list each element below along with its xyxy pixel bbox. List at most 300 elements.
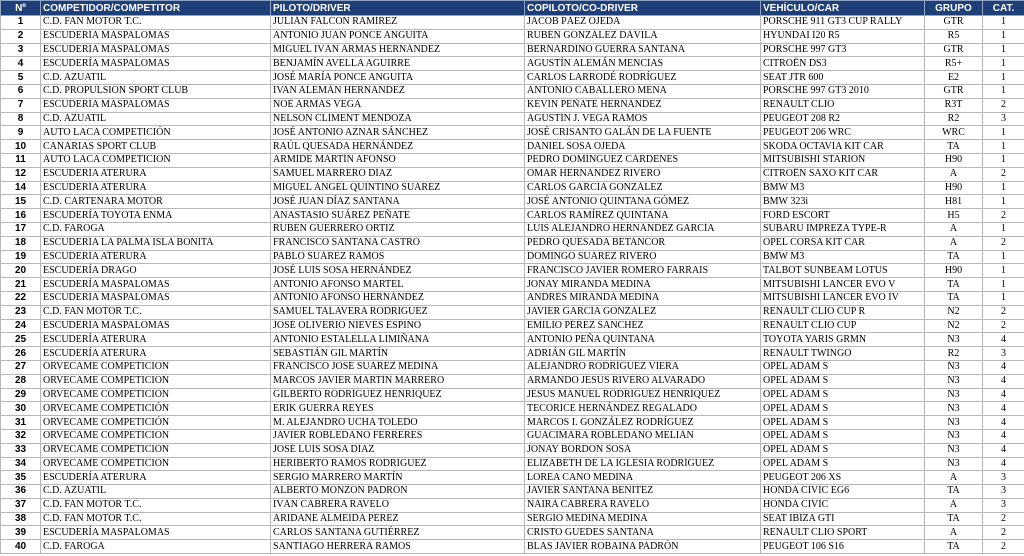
cell-competitor: ESCUDERÍA MASPALOMAS — [41, 291, 271, 305]
cell-competitor: ESCUDERÍA MASPALOMAS — [41, 278, 271, 292]
cell-codriver: LUIS ALEJANDRO HERNÁNDEZ GARCÍA — [525, 222, 761, 236]
cell-competitor: ESCUDERÍA MASPALOMAS — [41, 57, 271, 71]
cell-driver: SERGIO MARRERO MARTÍN — [271, 471, 525, 485]
cell-category: 1 — [983, 195, 1024, 209]
cell-number: 31 — [1, 416, 41, 430]
cell-number: 28 — [1, 374, 41, 388]
cell-driver: ALBERTO MONZÓN PADRÓN — [271, 485, 525, 499]
cell-number: 7 — [1, 98, 41, 112]
cell-number: 2 — [1, 29, 41, 43]
cell-competitor: ORVECAME COMPETICIÓN — [41, 443, 271, 457]
cell-codriver: ANTONIO PEÑA QUINTANA — [525, 333, 761, 347]
header-row — [1, 1, 1024, 16]
cell-group: N3 — [925, 388, 983, 402]
cell-number: 32 — [1, 429, 41, 443]
cell-category: 2 — [983, 526, 1024, 540]
cell-car: OPEL ADAM S — [761, 457, 925, 471]
table-row — [1, 443, 1024, 457]
table-row — [1, 167, 1024, 181]
cell-codriver: MARCOS I. GONZÁLEZ RODRÍGUEZ — [525, 416, 761, 430]
cell-category: 2 — [983, 319, 1024, 333]
header-number: Nº — [1, 1, 41, 16]
cell-codriver: NAIRA CABRERA RAVELO — [525, 498, 761, 512]
cell-category: 4 — [983, 402, 1024, 416]
cell-category: 1 — [983, 264, 1024, 278]
cell-category: 1 — [983, 140, 1024, 154]
table-row — [1, 333, 1024, 347]
cell-competitor: ORVECAME COMPETICIÓN — [41, 429, 271, 443]
cell-codriver: CARLOS GARCÍA GONZÁLEZ — [525, 181, 761, 195]
cell-car: PEUGEOT 106 S16 — [761, 540, 925, 554]
table-row — [1, 16, 1024, 30]
cell-group: H90 — [925, 181, 983, 195]
cell-category: 4 — [983, 374, 1024, 388]
cell-car: RENAULT CLIO SPORT — [761, 526, 925, 540]
cell-number: 17 — [1, 222, 41, 236]
cell-competitor: ESCUDERÍA ATERURA — [41, 167, 271, 181]
cell-group: A — [925, 222, 983, 236]
cell-codriver: ANDRÉS MIRANDA MEDINA — [525, 291, 761, 305]
table-row — [1, 360, 1024, 374]
cell-competitor: CANARIAS SPORT CLUB — [41, 140, 271, 154]
cell-codriver: ALEJANDRO RODRÍGUEZ VIERA — [525, 360, 761, 374]
header-codriver: COPILOTO/CO-DRIVER — [525, 1, 761, 16]
cell-driver: JOSÉ LUIS SOSA HERNÁNDEZ — [271, 264, 525, 278]
header-driver: PILOTO/DRIVER — [271, 1, 525, 16]
cell-category: 2 — [983, 305, 1024, 319]
cell-codriver: CARLOS RAMÍREZ QUINTANA — [525, 209, 761, 223]
cell-competitor: ESCUDERÍA ATERURA — [41, 347, 271, 361]
cell-competitor: C.D. FAN MOTOR T.C. — [41, 512, 271, 526]
cell-category: 1 — [983, 278, 1024, 292]
cell-driver: ERIK GUERRA REYES — [271, 402, 525, 416]
cell-number: 8 — [1, 112, 41, 126]
cell-codriver: FRANCISCO JAVIER ROMERO FARRAIS — [525, 264, 761, 278]
cell-codriver: DANIEL SOSA OJEDA — [525, 140, 761, 154]
cell-driver: IVÁN CABRERA RAVELO — [271, 498, 525, 512]
cell-group: H90 — [925, 264, 983, 278]
table-row — [1, 457, 1024, 471]
cell-car: BMW 323i — [761, 195, 925, 209]
cell-driver: ANTONIO AFONSO HERNÁNDEZ — [271, 291, 525, 305]
cell-category: 4 — [983, 457, 1024, 471]
cell-group: TA — [925, 250, 983, 264]
cell-codriver: JESÚS MANUEL RODRÍGUEZ HENRÍQUEZ — [525, 388, 761, 402]
cell-driver: SEBASTIÁN GIL MARTÍN — [271, 347, 525, 361]
table-row — [1, 112, 1024, 126]
cell-category: 2 — [983, 209, 1024, 223]
cell-competitor: C.D. AZUATIL — [41, 112, 271, 126]
cell-number: 20 — [1, 264, 41, 278]
cell-car: OPEL ADAM S — [761, 416, 925, 430]
cell-category: 1 — [983, 43, 1024, 57]
cell-category: 2 — [983, 236, 1024, 250]
cell-competitor: ORVECAME COMPETICIÓN — [41, 457, 271, 471]
cell-codriver: ELIZABETH DE LA IGLESIA RODRÍGUEZ — [525, 457, 761, 471]
cell-competitor: C.D. FAROGA — [41, 540, 271, 554]
header-group: GRUPO — [925, 1, 983, 16]
cell-group: N3 — [925, 443, 983, 457]
cell-number: 1 — [1, 16, 41, 30]
cell-codriver: JAVIER SANTANA BENÍTEZ — [525, 485, 761, 499]
cell-group: GTR — [925, 16, 983, 30]
cell-group: N3 — [925, 429, 983, 443]
cell-group: R3T — [925, 98, 983, 112]
header-category: CAT. — [983, 1, 1024, 16]
table-row — [1, 250, 1024, 264]
table-row — [1, 429, 1024, 443]
cell-driver: NOÉ ARMAS VEGA — [271, 98, 525, 112]
cell-driver: RAÚL QUESADA HERNÁNDEZ — [271, 140, 525, 154]
cell-car: RENAULT CLIO CUP R — [761, 305, 925, 319]
cell-driver: CARLOS SANTANA GUTIÉRREZ — [271, 526, 525, 540]
cell-group: TA — [925, 485, 983, 499]
cell-category: 1 — [983, 250, 1024, 264]
cell-group: E2 — [925, 71, 983, 85]
cell-group: A — [925, 236, 983, 250]
cell-driver: HERIBERTO RAMOS RODRÍGUEZ — [271, 457, 525, 471]
cell-group: R2 — [925, 112, 983, 126]
cell-category: 2 — [983, 540, 1024, 554]
cell-number: 9 — [1, 126, 41, 140]
cell-group: N3 — [925, 457, 983, 471]
cell-codriver: CARLOS LARRODÉ RODRÍGUEZ — [525, 71, 761, 85]
cell-category: 1 — [983, 153, 1024, 167]
cell-codriver: ANTONIO CABALLERO MENA — [525, 84, 761, 98]
cell-driver: RUBÉN GUERRERO ORTIZ — [271, 222, 525, 236]
cell-category: 1 — [983, 126, 1024, 140]
table-row — [1, 485, 1024, 499]
cell-number: 15 — [1, 195, 41, 209]
cell-group: TA — [925, 278, 983, 292]
cell-group: GTR — [925, 84, 983, 98]
cell-car: PORSCHE 997 GT3 — [761, 43, 925, 57]
cell-car: MITSUBISHI LANCER EVO IV — [761, 291, 925, 305]
cell-driver: NELSON CLIMENT MENDOZA — [271, 112, 525, 126]
cell-competitor: AUTO LACA COMPETICIÓN — [41, 153, 271, 167]
cell-group: N2 — [925, 319, 983, 333]
table-row — [1, 305, 1024, 319]
cell-category: 1 — [983, 57, 1024, 71]
cell-driver: ARIDANE ALMEIDA PÉREZ — [271, 512, 525, 526]
cell-competitor: ESCUDERÍA ATERURA — [41, 250, 271, 264]
table-row — [1, 236, 1024, 250]
table-row — [1, 319, 1024, 333]
cell-driver: M. ALEJANDRO UCHA TOLEDO — [271, 416, 525, 430]
cell-codriver: TECORICE HERNÁNDEZ REGALADO — [525, 402, 761, 416]
table-row — [1, 526, 1024, 540]
cell-category: 4 — [983, 333, 1024, 347]
cell-number: 27 — [1, 360, 41, 374]
cell-category: 1 — [983, 181, 1024, 195]
table-row — [1, 540, 1024, 554]
cell-competitor: C.D. FAROGA — [41, 222, 271, 236]
cell-competitor: ORVECAME COMPETICIÓN — [41, 402, 271, 416]
cell-driver: SANTIAGO HERRERA RAMOS — [271, 540, 525, 554]
cell-group: A — [925, 471, 983, 485]
table-row — [1, 57, 1024, 71]
cell-number: 6 — [1, 84, 41, 98]
cell-driver: JOSÉ OLIVERIO NIEVES ESPINO — [271, 319, 525, 333]
cell-driver: ANTONIO AFONSO MARTEL — [271, 278, 525, 292]
cell-codriver: SERGIO MEDINA MEDINA — [525, 512, 761, 526]
cell-category: 2 — [983, 512, 1024, 526]
cell-group: H90 — [925, 153, 983, 167]
cell-driver: JOSÉ ANTONIO AZNAR SÁNCHEZ — [271, 126, 525, 140]
cell-group: H5 — [925, 209, 983, 223]
table-row — [1, 278, 1024, 292]
cell-codriver: OMAR HERNÁNDEZ RIVERO — [525, 167, 761, 181]
cell-number: 30 — [1, 402, 41, 416]
cell-category: 4 — [983, 388, 1024, 402]
cell-group: H81 — [925, 195, 983, 209]
table-row — [1, 153, 1024, 167]
cell-number: 3 — [1, 43, 41, 57]
cell-group: N3 — [925, 416, 983, 430]
cell-number: 38 — [1, 512, 41, 526]
table-row — [1, 195, 1024, 209]
cell-driver: ANTONIO ESTALELLA LIMIÑANA — [271, 333, 525, 347]
cell-group: R2 — [925, 347, 983, 361]
cell-codriver: RUBÉN GONZÁLEZ DÁVILA — [525, 29, 761, 43]
cell-number: 23 — [1, 305, 41, 319]
cell-competitor: ESCUDERÍA MASPALOMAS — [41, 319, 271, 333]
cell-competitor: ESCUDERÍA DRAGO — [41, 264, 271, 278]
cell-category: 4 — [983, 360, 1024, 374]
cell-codriver: KEVIN PEÑATE HERNÁNDEZ — [525, 98, 761, 112]
cell-group: GTR — [925, 43, 983, 57]
cell-competitor: ESCUDERÍA MASPALOMAS — [41, 98, 271, 112]
cell-category: 4 — [983, 443, 1024, 457]
cell-car: SEAT IBIZA GTI — [761, 512, 925, 526]
cell-car: RENAULT CLIO CUP — [761, 319, 925, 333]
cell-car: HONDA CIVIC — [761, 498, 925, 512]
cell-codriver: ADRIÁN GIL MARTÍN — [525, 347, 761, 361]
table-row — [1, 388, 1024, 402]
cell-car: TALBOT SUNBEAM LOTUS — [761, 264, 925, 278]
cell-codriver: AGUSTÍN J. VEGA RAMOS — [525, 112, 761, 126]
cell-group: A — [925, 498, 983, 512]
cell-category: 1 — [983, 222, 1024, 236]
cell-number: 25 — [1, 333, 41, 347]
table-row — [1, 471, 1024, 485]
cell-number: 24 — [1, 319, 41, 333]
cell-group: WRC — [925, 126, 983, 140]
cell-number: 11 — [1, 153, 41, 167]
cell-number: 36 — [1, 485, 41, 499]
cell-car: BMW M3 — [761, 181, 925, 195]
header-competitor: COMPETIDOR/COMPETITOR — [41, 1, 271, 16]
table-row — [1, 498, 1024, 512]
cell-group: TA — [925, 140, 983, 154]
cell-car: PORSCHE 997 GT3 2010 — [761, 84, 925, 98]
cell-driver: ANTONIO JUAN PONCE ANGUITA — [271, 29, 525, 43]
cell-group: N3 — [925, 402, 983, 416]
cell-car: PEUGEOT 208 R2 — [761, 112, 925, 126]
cell-competitor: ESCUDERÍA LA PALMA ISLA BONITA — [41, 236, 271, 250]
cell-group: TA — [925, 512, 983, 526]
cell-group: R5+ — [925, 57, 983, 71]
cell-category: 4 — [983, 416, 1024, 430]
cell-codriver: PEDRO DOMÍNGUEZ CÁRDENES — [525, 153, 761, 167]
cell-driver: MARCOS JAVIER MARTÍN MARRERO — [271, 374, 525, 388]
cell-car: OPEL ADAM S — [761, 429, 925, 443]
cell-group: TA — [925, 540, 983, 554]
cell-category: 2 — [983, 98, 1024, 112]
cell-number: 18 — [1, 236, 41, 250]
cell-group: A — [925, 526, 983, 540]
cell-group: N3 — [925, 374, 983, 388]
cell-car: HONDA CIVIC EG6 — [761, 485, 925, 499]
table-row — [1, 512, 1024, 526]
cell-group: A — [925, 167, 983, 181]
table-row — [1, 126, 1024, 140]
cell-number: 39 — [1, 526, 41, 540]
cell-number: 40 — [1, 540, 41, 554]
table-row — [1, 29, 1024, 43]
cell-competitor: AUTO LACA COMPETICIÓN — [41, 126, 271, 140]
cell-car: MITSUBISHI LANCER EVO V — [761, 278, 925, 292]
cell-competitor: ESCUDERÍA MASPALOMAS — [41, 43, 271, 57]
cell-competitor: C.D. CARTENARA MOTOR — [41, 195, 271, 209]
cell-group: TA — [925, 291, 983, 305]
cell-car: HYUNDAI I20 R5 — [761, 29, 925, 43]
cell-number: 12 — [1, 167, 41, 181]
cell-competitor: ORVECAME COMPETICIÓN — [41, 416, 271, 430]
cell-category: 3 — [983, 112, 1024, 126]
cell-competitor: ESCUDERÍA ATERURA — [41, 333, 271, 347]
cell-number: 4 — [1, 57, 41, 71]
cell-number: 16 — [1, 209, 41, 223]
cell-driver: SAMUEL TALAVERA RODRÍGUEZ — [271, 305, 525, 319]
cell-competitor: ESCUDERÍA ATERURA — [41, 181, 271, 195]
cell-codriver: JONAY MIRANDA MEDINA — [525, 278, 761, 292]
cell-number: 14 — [1, 181, 41, 195]
table-row — [1, 140, 1024, 154]
cell-number: 34 — [1, 457, 41, 471]
cell-category: 3 — [983, 498, 1024, 512]
cell-category: 3 — [983, 347, 1024, 361]
cell-driver: JOSÉ LUIS SOSA DÍAZ — [271, 443, 525, 457]
cell-car: PEUGEOT 206 XS — [761, 471, 925, 485]
cell-group: R5 — [925, 29, 983, 43]
cell-category: 1 — [983, 291, 1024, 305]
cell-driver: MIGUEL IVÁN ARMAS HERNÁNDEZ — [271, 43, 525, 57]
cell-car: OPEL ADAM S — [761, 374, 925, 388]
cell-car: RENAULT TWINGO — [761, 347, 925, 361]
header-car: VEHÍCULO/CAR — [761, 1, 925, 16]
cell-competitor: C.D. FAN MOTOR T.C. — [41, 305, 271, 319]
cell-codriver: BLAS JAVIER ROBAINA PADRÓN — [525, 540, 761, 554]
cell-driver: ARMIDE MARTÍN AFONSO — [271, 153, 525, 167]
cell-competitor: C.D. PROPULSIÓN SPORT CLUB — [41, 84, 271, 98]
table-row — [1, 181, 1024, 195]
cell-car: TOYOTA YARIS GRMN — [761, 333, 925, 347]
cell-competitor: ESCUDERÍA ATERURA — [41, 471, 271, 485]
cell-number: 26 — [1, 347, 41, 361]
cell-driver: SAMUEL MARRERO DÍAZ — [271, 167, 525, 181]
cell-number: 35 — [1, 471, 41, 485]
cell-car: OPEL ADAM S — [761, 443, 925, 457]
cell-number: 5 — [1, 71, 41, 85]
cell-driver: JOSÉ JUAN DÍAZ SANTANA — [271, 195, 525, 209]
cell-codriver: JOSÉ ANTONIO QUINTANA GÓMEZ — [525, 195, 761, 209]
cell-group: N3 — [925, 333, 983, 347]
cell-codriver: JOSÉ CRISANTO GALÁN DE LA FUENTE — [525, 126, 761, 140]
cell-codriver: JONAY BORDÓN SOSA — [525, 443, 761, 457]
table-row — [1, 84, 1024, 98]
cell-number: 29 — [1, 388, 41, 402]
table-row — [1, 402, 1024, 416]
cell-car: SUBARU IMPREZA TYPE-R — [761, 222, 925, 236]
cell-number: 22 — [1, 291, 41, 305]
cell-number: 37 — [1, 498, 41, 512]
cell-group: N3 — [925, 360, 983, 374]
cell-driver: PABLO SUÁREZ RAMOS — [271, 250, 525, 264]
cell-competitor: C.D. FAN MOTOR T.C. — [41, 498, 271, 512]
cell-car: PORSCHE 911 GT3 CUP RALLY — [761, 16, 925, 30]
cell-driver: JAVIER ROBLEDANO FERRERES — [271, 429, 525, 443]
table-row — [1, 347, 1024, 361]
cell-number: 10 — [1, 140, 41, 154]
cell-codriver: JACOB PÁEZ OJEDA — [525, 16, 761, 30]
cell-codriver: PEDRO QUESADA BETANCOR — [525, 236, 761, 250]
cell-category: 1 — [983, 84, 1024, 98]
table-row — [1, 374, 1024, 388]
cell-category: 1 — [983, 16, 1024, 30]
cell-number: 33 — [1, 443, 41, 457]
cell-category: 3 — [983, 471, 1024, 485]
cell-car: CITROËN DS3 — [761, 57, 925, 71]
table-row — [1, 98, 1024, 112]
cell-codriver: LOREA CANO MEDINA — [525, 471, 761, 485]
cell-car: PEUGEOT 206 WRC — [761, 126, 925, 140]
cell-competitor: C.D. AZUATIL — [41, 71, 271, 85]
cell-codriver: JAVIER GARCÍA GONZÁLEZ — [525, 305, 761, 319]
cell-category: 3 — [983, 485, 1024, 499]
cell-car: OPEL ADAM S — [761, 402, 925, 416]
cell-car: OPEL ADAM S — [761, 388, 925, 402]
table-row — [1, 43, 1024, 57]
cell-driver: MIGUEL ÁNGEL QUINTINO SUÁREZ — [271, 181, 525, 195]
cell-competitor: ESCUDERÍA MASPALOMAS — [41, 526, 271, 540]
cell-competitor: ORVECAME COMPETICIÓN — [41, 388, 271, 402]
cell-car: FORD ESCORT — [761, 209, 925, 223]
cell-car: SKODA OCTAVIA KIT CAR — [761, 140, 925, 154]
cell-category: 1 — [983, 71, 1024, 85]
cell-driver: GILBERTO RODRÍGUEZ HENRÍQUEZ — [271, 388, 525, 402]
cell-codriver: DOMINGO SUÁREZ RIVERO — [525, 250, 761, 264]
cell-codriver: CRISTO GUEDES SANTANA — [525, 526, 761, 540]
cell-competitor: ESCUDERÍA TOYOTA ENMA — [41, 209, 271, 223]
cell-car: CITROËN SAXO KIT CAR — [761, 167, 925, 181]
cell-car: OPEL CORSA KIT CAR — [761, 236, 925, 250]
cell-group: N2 — [925, 305, 983, 319]
cell-competitor: ORVECAME COMPETICIÓN — [41, 374, 271, 388]
cell-codriver: GUACIMARA ROBLEDANO MELIÁN — [525, 429, 761, 443]
table-row — [1, 222, 1024, 236]
table-row — [1, 71, 1024, 85]
cell-driver: IVAN ALEMÁN HERNÁNDEZ — [271, 84, 525, 98]
cell-driver: JOSÉ MARÍA PONCE ANGUITA — [271, 71, 525, 85]
cell-driver: BENJAMÍN AVELLA AGUIRRE — [271, 57, 525, 71]
cell-car: MITSUBISHI STARION — [761, 153, 925, 167]
table-row — [1, 291, 1024, 305]
cell-codriver: ARMANDO JESÚS RIVERO ALVARADO — [525, 374, 761, 388]
cell-driver: ANASTASIO SUÁREZ PEÑATE — [271, 209, 525, 223]
cell-driver: FRANCISCO JOSÉ SUÁREZ MEDINA — [271, 360, 525, 374]
cell-competitor: C.D. AZUATIL — [41, 485, 271, 499]
